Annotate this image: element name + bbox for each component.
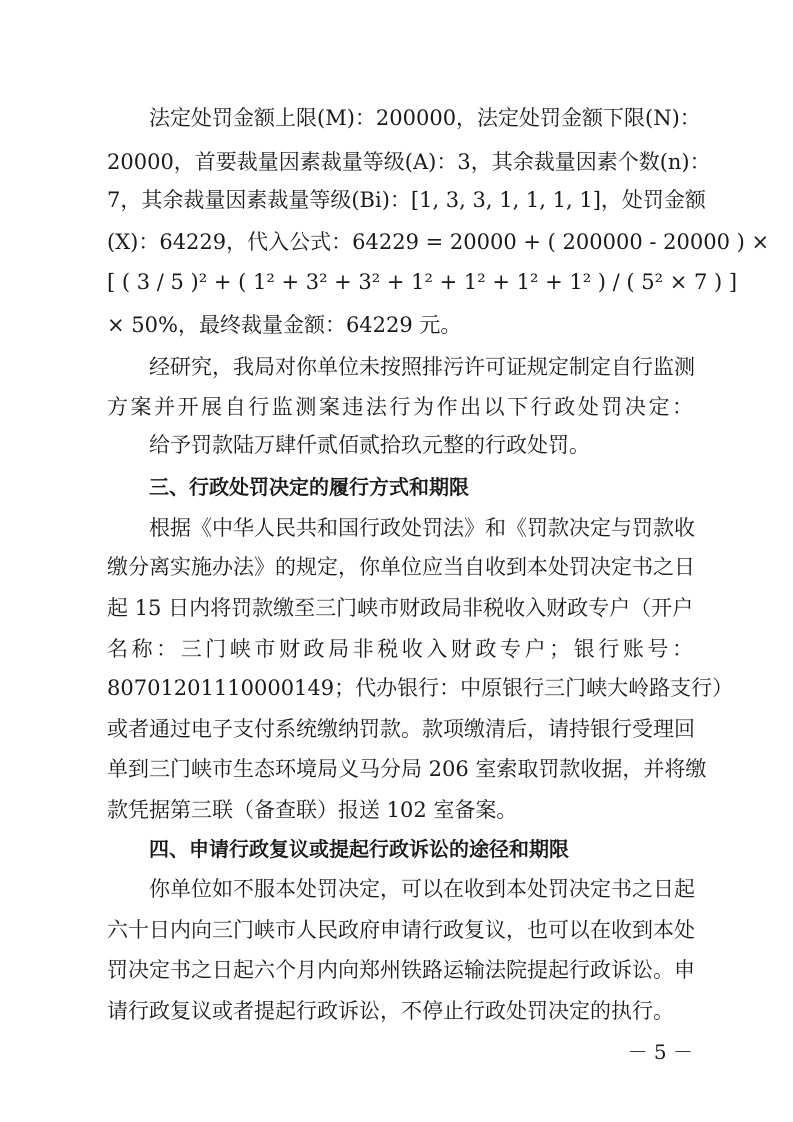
text-line: 你单位如不服本处罚决定，可以在收到本处罚决定书之日起 [149,877,695,901]
text-line: 单到三门峡市生态环境局义马分局 206 室索取罚款收据，并将缴 [107,757,707,781]
text-line: 款凭据第三联（备查联）报送 102 室备案。 [107,798,518,822]
section-heading-4: 四、申请行政复议或提起行政诉讼的途径和期限 [149,837,569,861]
text-line: × 50%，最终裁量金额：64229 元。 [107,313,462,337]
text-line: 方案并开展自行监测案违法行为作出以下行政处罚决定： [107,395,693,419]
text-line: 罚决定书之日起六个月内向郑州铁路运输法院提起行政诉讼。申 [107,958,695,982]
text-line: 名称：三门峡市财政局非税收入财政专户；银行账号： [107,637,693,661]
formula-line: [ ( 3 / 5 )² + ( 1² + 3² + 3² + 1² + 1² + 1² + 1² ) / ( 5² × 7 ) ] [107,270,738,294]
text-line: 经研究，我局对你单位未按照排污许可证规定制定自行监测 [149,355,695,379]
text-line: (X)：64229，代入公式：64229 = 20000 + ( 200000 - 20000 ) × [107,230,770,254]
section-heading-3: 三、行政处罚决定的履行方式和期限 [149,475,469,499]
text-line: 法定处罚金额上限(M)：200000，法定处罚金额下限(N)： [149,106,701,130]
text-line: 起 15 日内将罚款缴至三门峡市财政局非税收入财政专户（开户 [107,596,694,620]
text-line: 7，其余裁量因素裁量等级(Bi)：[1, 3, 3, 1, 1, 1, 1]，处罚金额 [107,188,706,212]
page-number: － 5 － [627,1040,693,1064]
text-line: 根据《中华人民共和国行政处罚法》和《罚款决定与罚款收 [149,516,695,540]
text-line: 缴分离实施办法》的规定，你单位应当自收到本处罚决定书之日 [107,555,695,579]
text-line: 六十日内向三门峡市人民政府申请行政复议，也可以在收到本处 [107,918,695,942]
text-line: 80701201110000149；代办银行：中原银行三门峡大岭路支行） [107,676,734,700]
text-line: 或者通过电子支付系统缴纳罚款。款项缴清后，请持银行受理回 [107,717,695,741]
text-line: 20000，首要裁量因素裁量等级(A)：3，其余裁量因素个数(n)： [107,150,711,174]
text-line: 请行政复议或者提起行政诉讼，不停止行政处罚决定的执行。 [107,999,674,1023]
text-line: 给予罚款陆万肆仟贰佰贰拾玖元整的行政处罚。 [149,433,590,457]
